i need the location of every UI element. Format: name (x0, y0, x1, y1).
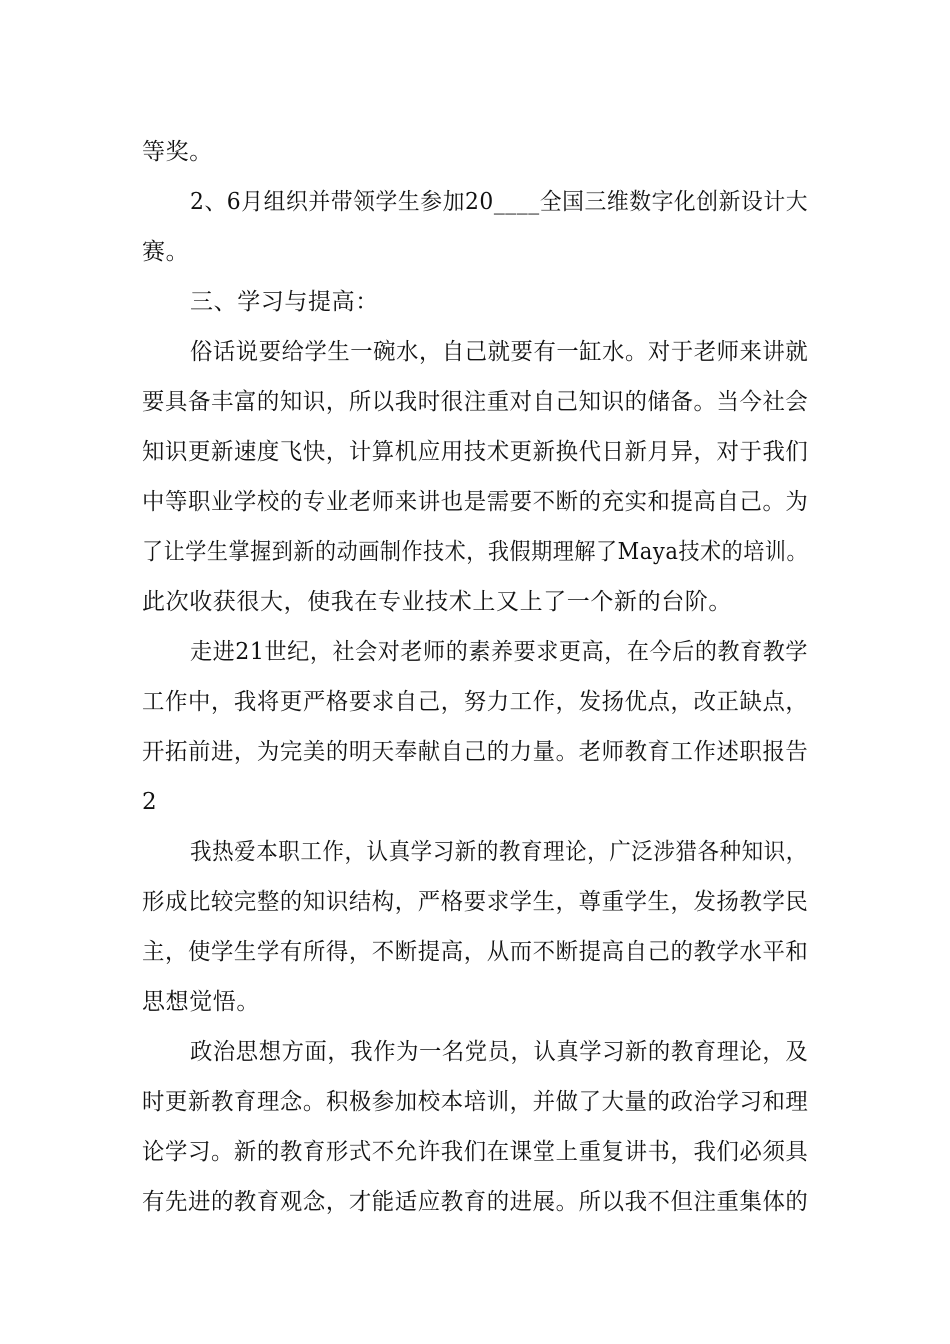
text-line: 思想觉悟。 (142, 989, 260, 1015)
text-line: 工作中，我将更严格要求自己，努力工作，发扬优点，改正缺点， (142, 689, 809, 715)
text-line: 了让学生掌握到新的动画制作技术，我假期理解了Maya技术的培训。 (142, 539, 809, 565)
text-line: 形成比较完整的知识结构，严格要求学生，尊重学生，发扬教学民 (142, 889, 809, 915)
text-line: 知识更新速度飞快，计算机应用技术更新换代日新月异，对于我们 (142, 439, 809, 465)
text-line: 2、6月组织并带领学生参加20____全国三维数字化创新设计大 (190, 189, 809, 215)
text-line: 俗话说要给学生一碗水，自己就要有一缸水。对于老师来讲就 (190, 339, 809, 365)
text-line: 我热爱本职工作，认真学习新的教育理论，广泛涉猎各种知识， (190, 839, 808, 865)
text-line: 开拓前进，为完美的明天奉献自己的力量。老师教育工作述职报告 (142, 739, 809, 765)
text-line: 2 (142, 789, 158, 815)
text-line: 此次收获很大，使我在专业技术上又上了一个新的台阶。 (142, 589, 732, 615)
section-heading: 三、学习与提高： (190, 289, 379, 315)
text-line: 赛。 (142, 239, 190, 265)
text-line: 要具备丰富的知识，所以我时很注重对自己知识的储备。当今社会 (142, 389, 809, 415)
text-line: 时更新教育理念。积极参加校本培训，并做了大量的政治学习和理 (142, 1089, 809, 1115)
text-line: 政治思想方面，我作为一名党员，认真学习新的教育理论，及 (190, 1039, 809, 1065)
text-line: 有先进的教育观念，才能适应教育的进展。所以我不但注重集体的 (142, 1189, 809, 1215)
text-line: 走进21世纪，社会对老师的素养要求更高，在今后的教育教学 (190, 639, 809, 665)
text-line: 主，使学生学有所得，不断提高，从而不断提高自己的教学水平和 (142, 939, 809, 965)
text-line: 等奖。 (142, 139, 213, 165)
text-line: 论学习。新的教育形式不允许我们在课堂上重复讲书，我们必须具 (142, 1139, 809, 1165)
text-line: 中等职业学校的专业老师来讲也是需要不断的充实和提高自己。为 (142, 489, 809, 515)
